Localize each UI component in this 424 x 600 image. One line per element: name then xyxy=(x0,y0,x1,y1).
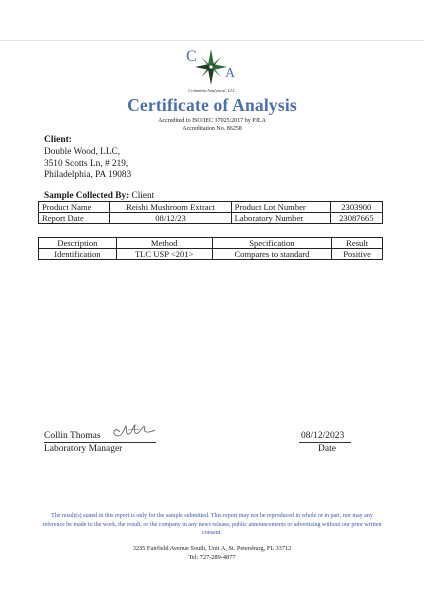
disclaimer-text: The result(s) stated in this report is only for the sample submitted. This report may not be reproduced in whole or in part, nor may any reference be made to the work, the result, or the company in any news release, public announcements or advertising without our prior written consent. xyxy=(42,513,382,536)
report-date-label: Report Date xyxy=(39,213,110,224)
table-row xyxy=(39,202,383,213)
product-name-value: Reishi Mushroom Extract xyxy=(110,202,231,213)
test-method: TLC USP <201> xyxy=(116,249,212,260)
table-header-row xyxy=(39,238,383,249)
footer-phone: Tel: 727-289-4877 xyxy=(188,553,236,561)
report-date-value: 08/12/23 xyxy=(110,213,231,224)
accreditation-line: Accredited to ISO/IEC 17025:2017 by PJLA xyxy=(158,118,266,124)
product-info-table xyxy=(38,201,383,224)
signature-date: 08/12/2023 xyxy=(301,431,345,441)
footer-contact xyxy=(0,545,424,562)
client-city: Philadelphia, PA 19083 xyxy=(44,170,132,180)
client-address xyxy=(44,147,131,182)
test-description: Identification xyxy=(39,249,117,260)
footer-address: 3235 Fairfield Avenue South, Unit A, St. Petersburg, FL 33712 xyxy=(132,545,292,552)
client-label: Client: xyxy=(44,135,72,145)
test-specification: Compares to standard xyxy=(212,249,332,260)
results-table xyxy=(38,237,383,260)
client-name: Double Wood, LLC, xyxy=(44,147,121,157)
column-header: Specification xyxy=(212,238,332,249)
company-logo xyxy=(180,45,242,91)
lot-number-value: 2303900 xyxy=(330,202,382,213)
top-divider xyxy=(0,40,424,41)
signature-line xyxy=(44,442,156,443)
date-line xyxy=(299,442,351,443)
lab-number-value: 23087665 xyxy=(330,213,382,224)
client-street: 3510 Scotts Ln, # 219, xyxy=(44,158,129,169)
handwritten-signature xyxy=(110,421,158,441)
svg-text:C: C xyxy=(186,48,197,65)
lot-number-label: Product Lot Number xyxy=(231,202,330,213)
signer-title: Laboratory Manager xyxy=(44,444,123,454)
column-header: Description xyxy=(39,238,117,249)
accreditation-block xyxy=(0,117,424,133)
svg-text:A: A xyxy=(225,66,236,81)
table-row xyxy=(39,249,383,260)
logo-tagline: Columbia Analytical, LLC xyxy=(188,88,236,93)
compass-star-icon xyxy=(180,45,242,91)
column-header: Result xyxy=(332,238,383,249)
accreditation-number: Accreditation No. 86258 xyxy=(182,126,242,132)
column-header: Method xyxy=(116,238,212,249)
table-row xyxy=(39,213,383,224)
date-label: Date xyxy=(318,444,336,454)
lab-number-label: Laboratory Number xyxy=(231,213,330,224)
sample-value: Client xyxy=(129,191,155,201)
document-title: Certificate of Analysis xyxy=(127,95,297,115)
test-result: Positive xyxy=(332,249,383,260)
sample-collected-by xyxy=(44,191,154,201)
sample-label: Sample Collected By: xyxy=(44,191,130,201)
signer-name: Collin Thomas xyxy=(44,431,101,441)
product-name-label: Product Name xyxy=(39,202,110,213)
